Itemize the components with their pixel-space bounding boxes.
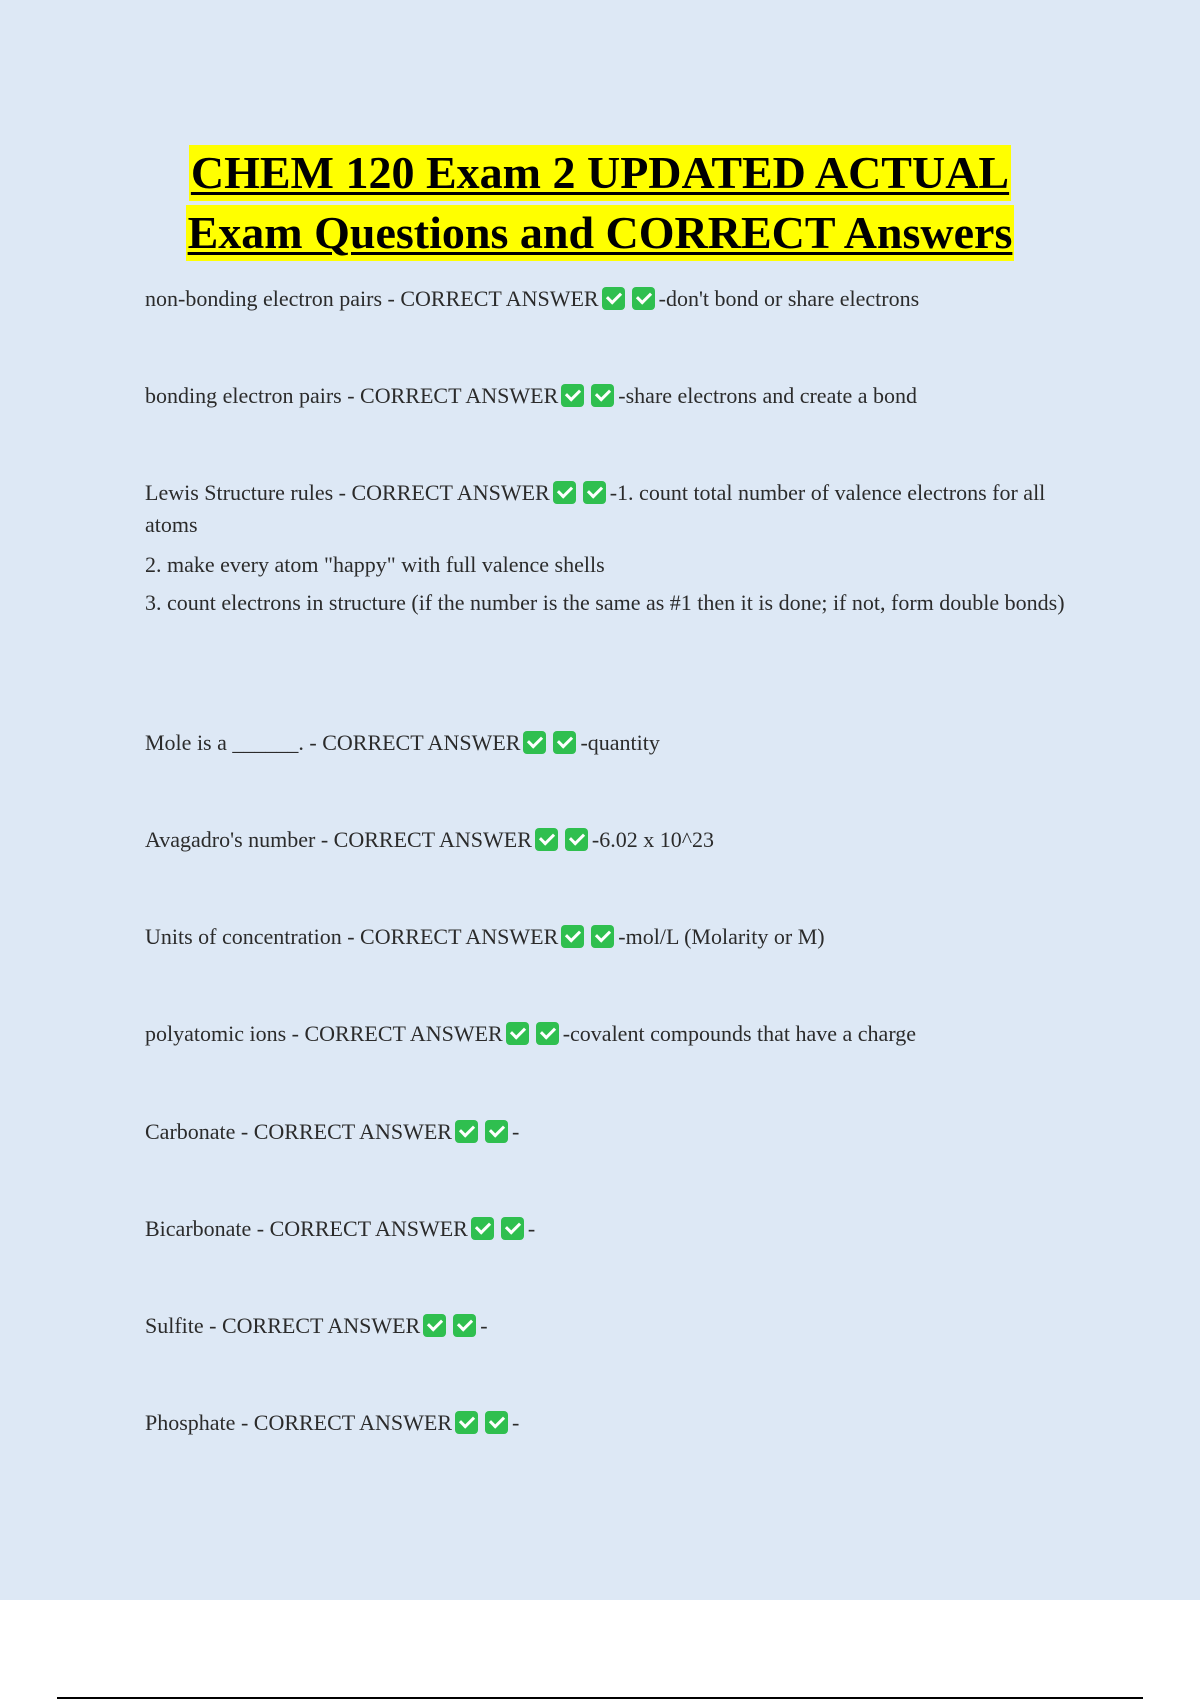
check-box-icon: [485, 1411, 508, 1434]
check-box-icon: [453, 1314, 476, 1337]
question-text: Bicarbonate - CORRECT ANSWER: [145, 1216, 468, 1241]
qa-item: [145, 921, 1090, 953]
answer-text: -share electrons and create a bond: [618, 383, 917, 408]
question-text: Units of concentration - CORRECT ANSWER: [145, 924, 559, 949]
qa-item: [145, 824, 1090, 856]
answer-continuation: 2. make every atom "happy" with full valence shells: [145, 552, 605, 577]
check-box-icon: [553, 481, 576, 504]
question-text: Sulfite - CORRECT ANSWER: [145, 1313, 421, 1338]
qa-item: [145, 1116, 1090, 1148]
check-box-icon: [553, 731, 576, 754]
qa-item: [145, 477, 1090, 617]
answer-text: -don't bond or share electrons: [658, 286, 920, 311]
check-box-icon: [561, 925, 584, 948]
qa-item: [145, 1407, 1090, 1439]
question-text: bonding electron pairs - CORRECT ANSWER: [145, 383, 559, 408]
footer-rule: [57, 1697, 1143, 1699]
check-box-icon: [591, 925, 614, 948]
check-box-icon: [632, 287, 655, 310]
answer-text: -6.02 x 10^23: [591, 827, 715, 852]
document-title: [0, 143, 1200, 263]
qa-item: [145, 1213, 1090, 1245]
question-text: Avagadro's number - CORRECT ANSWER: [145, 827, 532, 852]
answer-text: -1. count total number of valence electrons for all atoms: [145, 480, 1046, 537]
check-box-icon: [455, 1411, 478, 1434]
check-box-icon: [535, 828, 558, 851]
qa-item: [145, 380, 1090, 412]
answer-text: -: [527, 1216, 536, 1241]
check-box-icon: [523, 731, 546, 754]
check-box-icon: [455, 1120, 478, 1143]
check-box-icon: [561, 384, 584, 407]
check-box-icon: [565, 828, 588, 851]
answer-text: -: [512, 1410, 520, 1435]
qa-item: [145, 283, 1090, 315]
check-box-icon: [471, 1217, 494, 1240]
question-text: Mole is a ______. - CORRECT ANSWER: [145, 730, 521, 755]
qa-item: [145, 1310, 1090, 1342]
title-line-1: CHEM 120 Exam 2 UPDATED ACTUAL: [189, 145, 1011, 201]
question-text: Carbonate - CORRECT ANSWER: [145, 1119, 452, 1144]
answer-text: -mol/L (Molarity or M): [618, 924, 825, 949]
answer-text: -: [480, 1313, 488, 1338]
question-text: Phosphate - CORRECT ANSWER: [145, 1410, 453, 1435]
qa-item: [145, 727, 1090, 759]
check-box-icon: [506, 1022, 529, 1045]
check-box-icon: [423, 1314, 446, 1337]
answer-text: -covalent compounds that have a charge: [562, 1021, 917, 1046]
question-text: non-bonding electron pairs - CORRECT ANSWER: [145, 286, 599, 311]
check-box-icon: [602, 287, 625, 310]
qa-item: [145, 1018, 1090, 1050]
check-box-icon: [583, 481, 606, 504]
answer-continuation: 3. count electrons in structure (if the number is the same as #1 then it is done; if not, form double bonds): [145, 590, 1065, 615]
check-box-icon: [485, 1120, 508, 1143]
question-text: polyatomic ions - CORRECT ANSWER: [145, 1021, 503, 1046]
title-line-2: Exam Questions and CORRECT Answers: [186, 205, 1015, 261]
answer-text: -quantity: [580, 730, 660, 755]
question-text: Lewis Structure rules - CORRECT ANSWER: [145, 480, 550, 505]
check-box-icon: [591, 384, 614, 407]
check-box-icon: [536, 1022, 559, 1045]
check-box-icon: [501, 1217, 524, 1240]
answer-text: -: [511, 1119, 520, 1144]
